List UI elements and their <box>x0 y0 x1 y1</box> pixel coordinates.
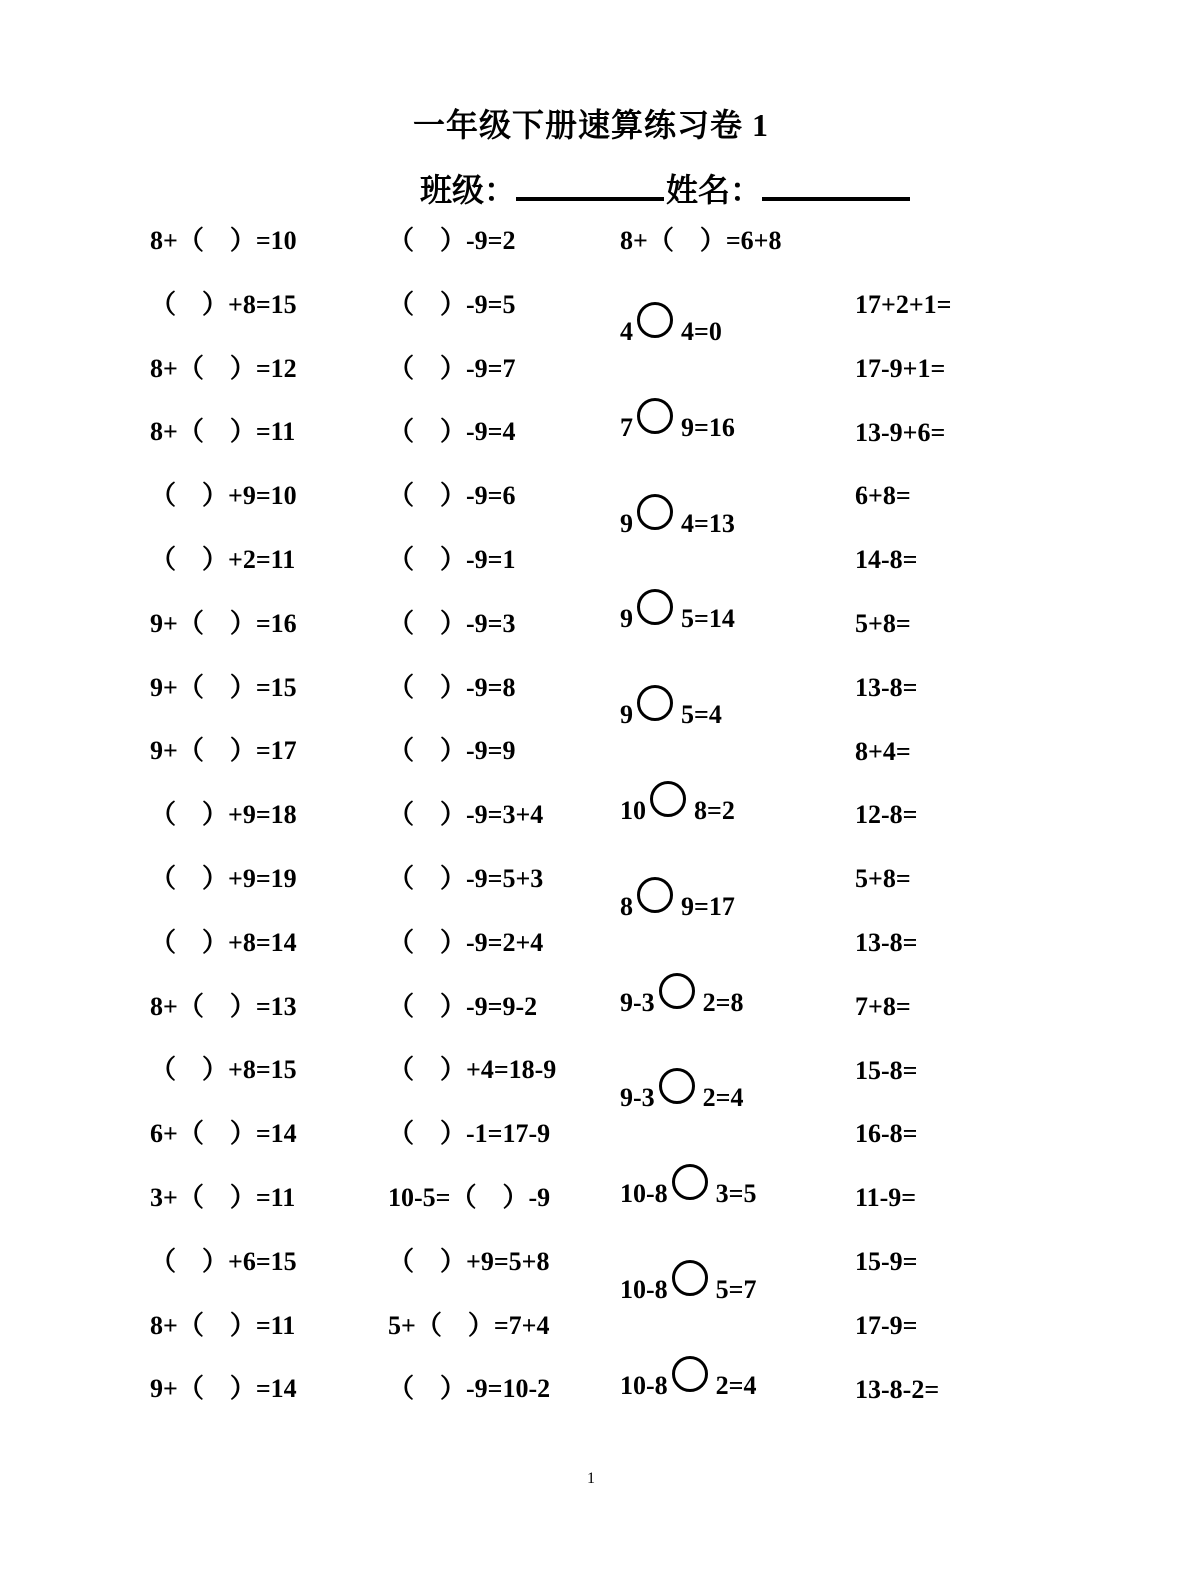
equation-col2: （ ）-9=7 <box>388 353 516 383</box>
equation-col4: 11-9= <box>855 1183 917 1213</box>
operator-circle[interactable] <box>637 494 673 530</box>
equation-col1: （ ）+9=10 <box>150 481 297 511</box>
circle-equation <box>620 699 722 735</box>
circle-equation-right: 2=8 <box>702 987 744 1017</box>
equation-col2: （ ）-9=2 <box>388 226 516 255</box>
operator-circle[interactable] <box>672 1164 708 1200</box>
circle-equation <box>620 1178 757 1214</box>
circle-equation-right: 3=5 <box>715 1179 757 1209</box>
equation-col4: 12-8= <box>855 800 918 830</box>
equation-col4: 5+8= <box>855 864 911 894</box>
equation-col4: 14-8= <box>855 545 918 575</box>
equation-col2: （ ）-1=17-9 <box>388 1119 551 1149</box>
equation-col2: （ ）-9=8 <box>388 672 516 702</box>
equation-col4: 15-8= <box>855 1055 918 1085</box>
equation-col1: 3+（ ）=11 <box>150 1183 296 1212</box>
class-blank[interactable] <box>516 169 664 201</box>
equation-col4: 13-8-2= <box>855 1374 940 1404</box>
circle-equation-left: 9-3 <box>620 987 655 1017</box>
equation-col1: 8+（ ）=11 <box>150 1310 296 1340</box>
equation-col2: （ ）-9=10-2 <box>388 1374 551 1404</box>
equation-col2: （ ）-9=2+4 <box>388 927 544 957</box>
circle-equation <box>620 1274 757 1310</box>
circle-equation-left: 9-3 <box>620 1083 655 1113</box>
circle-equation-left: 9 <box>620 700 633 730</box>
equation-col4: 13-8= <box>855 928 918 957</box>
equation-col2: 5+（ ）=7+4 <box>388 1310 550 1340</box>
equation-col2: （ ）-9=5 <box>388 289 516 319</box>
operator-circle[interactable] <box>650 781 686 817</box>
equation-col1: 9+（ ）=14 <box>150 1374 297 1404</box>
operator-circle[interactable] <box>659 1068 695 1104</box>
equation-col2: （ ）+4=18-9 <box>388 1055 557 1085</box>
circle-equation <box>620 316 722 352</box>
circle-equation-left: 10-8 <box>620 1370 668 1400</box>
equation-col3-top: 8+（ ）=6+8 <box>620 226 782 255</box>
page-number: 1 <box>587 1470 595 1487</box>
equation-col2: （ ）-9=5+3 <box>388 864 544 893</box>
equation-col1: （ ）+2=11 <box>150 545 296 574</box>
circle-equation <box>620 987 744 1023</box>
circle-equation-right: 5=14 <box>681 604 735 634</box>
circle-equation-right: 2=4 <box>715 1370 757 1400</box>
equation-col1: 8+（ ）=12 <box>150 353 297 383</box>
equation-col4: 8+4= <box>855 736 911 766</box>
equation-col4: 17-9+1= <box>855 353 946 383</box>
name-label: 姓名： <box>666 172 763 208</box>
operator-circle[interactable] <box>637 685 673 721</box>
circle-equation <box>620 1370 757 1406</box>
circle-equation-right: 9=17 <box>681 891 735 921</box>
operator-circle[interactable] <box>672 1260 708 1296</box>
operator-circle[interactable] <box>659 973 695 1009</box>
equation-col4: 16-8= <box>855 1119 918 1149</box>
equation-col4: 13-9+6= <box>855 417 946 447</box>
equation-col2: （ ）-9=3+4 <box>388 800 544 830</box>
circle-equation <box>620 795 735 831</box>
circle-equation-right: 8=2 <box>694 795 735 825</box>
circle-equation-right: 9=16 <box>681 412 735 442</box>
equation-col1: 8+（ ）=10 <box>150 226 297 255</box>
circle-equation-left: 10-8 <box>620 1274 668 1304</box>
equation-col1: （ ）+9=19 <box>150 864 297 893</box>
equation-col2: （ ）+9=5+8 <box>388 1246 550 1276</box>
equation-col1: （ ）+8=15 <box>150 289 297 319</box>
circle-equation-left: 7 <box>620 412 633 442</box>
equation-col4: 6+8= <box>855 481 911 511</box>
equation-col1: 9+（ ）=16 <box>150 608 297 638</box>
equation-col2: （ ）-9=9-2 <box>388 991 538 1021</box>
circle-equation-right: 4=0 <box>681 316 722 346</box>
equation-col2: （ ）-9=4 <box>388 417 516 447</box>
circle-equation-left: 9 <box>620 508 633 538</box>
circle-equation-left: 9 <box>620 604 633 634</box>
circle-equation-right: 5=7 <box>715 1274 757 1304</box>
operator-circle[interactable] <box>637 877 673 913</box>
circle-equation-left: 10-8 <box>620 1179 668 1209</box>
equation-col4: 15-9= <box>855 1247 918 1276</box>
circle-equation <box>620 1082 744 1118</box>
circle-equation-left: 8 <box>620 891 633 921</box>
equation-col1: 8+（ ）=11 <box>150 417 296 447</box>
equation-col4: 13-8= <box>855 672 918 702</box>
operator-circle[interactable] <box>637 398 673 434</box>
equation-col2: （ ）-9=6 <box>388 481 516 511</box>
circle-equation <box>620 891 735 927</box>
name-blank[interactable] <box>762 169 910 201</box>
operator-circle[interactable] <box>637 302 673 338</box>
equation-col1: （ ）+8=15 <box>150 1055 297 1085</box>
equation-col4: 5+8= <box>855 609 911 638</box>
circle-equation <box>620 508 735 544</box>
circle-equation-left: 4 <box>620 316 633 346</box>
operator-circle[interactable] <box>637 589 673 625</box>
equation-col1: 8+（ ）=13 <box>150 991 297 1021</box>
equation-col1: 6+（ ）=14 <box>150 1119 297 1149</box>
circle-equation-right: 4=13 <box>681 508 735 538</box>
page-title: 一年级下册速算练习卷 1 <box>412 107 769 143</box>
circle-equation <box>620 603 735 639</box>
equation-col1: 9+（ ）=17 <box>150 736 297 766</box>
equation-col2: （ ）-9=3 <box>388 608 516 638</box>
equation-col2: （ ）-9=1 <box>388 545 516 574</box>
circle-equation-right: 5=4 <box>681 700 722 730</box>
equation-col1: 9+（ ）=15 <box>150 672 297 702</box>
equation-col1: （ ）+6=15 <box>150 1246 297 1276</box>
equation-col2: （ ）-9=9 <box>388 736 516 766</box>
equation-col1: （ ）+8=14 <box>150 927 297 957</box>
equation-col4: 7+8= <box>855 991 911 1021</box>
equation-col4: 17-9= <box>855 1310 918 1340</box>
circle-equation-right: 2=4 <box>702 1083 744 1113</box>
equation-col4: 17+2+1= <box>855 290 952 319</box>
operator-circle[interactable] <box>672 1356 708 1392</box>
circle-equation-left: 10 <box>620 795 646 825</box>
class-label: 班级： <box>420 172 517 208</box>
student-info <box>420 165 912 211</box>
circle-equation <box>620 412 735 448</box>
equation-col2: 10-5=（ ）-9 <box>388 1183 551 1212</box>
equation-col1: （ ）+9=18 <box>150 800 297 830</box>
